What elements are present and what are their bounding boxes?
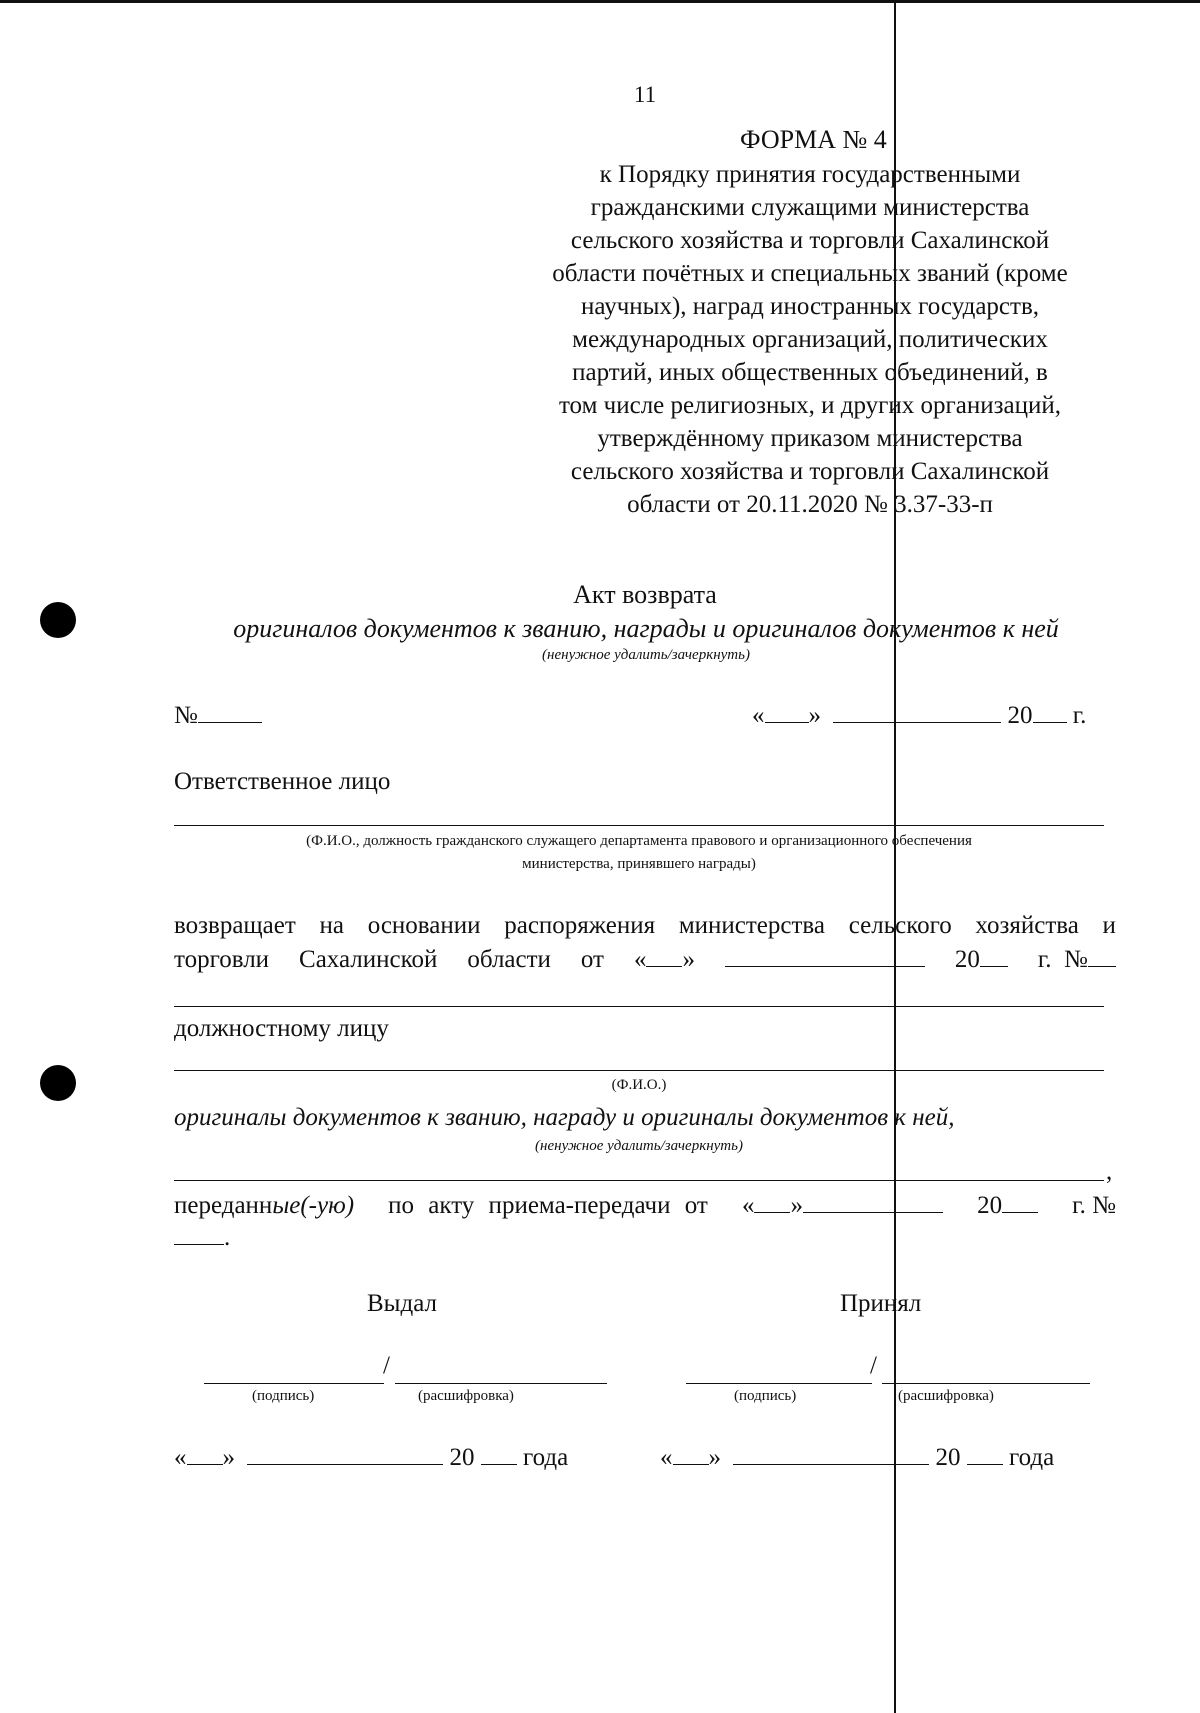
order-year-field[interactable] <box>955 946 1008 974</box>
order-date-field[interactable] <box>634 946 695 974</box>
word: торговли <box>174 946 270 973</box>
order-month-blank[interactable] <box>725 946 925 967</box>
year-blank[interactable] <box>1002 1192 1038 1213</box>
word: распоряжения <box>504 912 656 939</box>
word: и <box>1102 912 1116 939</box>
order-continuation-line[interactable] <box>174 1006 1104 1007</box>
header-line: партий, иных общественных объединений, в <box>572 359 1048 386</box>
transfer-number-blank[interactable] <box>174 1224 224 1245</box>
word: основании <box>367 912 481 939</box>
quote-open: « <box>660 1444 673 1471</box>
quote-close: » <box>682 946 695 973</box>
period: . <box>224 1224 231 1251</box>
word: от <box>580 946 604 973</box>
year-prefix: 20 <box>449 1444 475 1471</box>
issued-label: Выдал <box>367 1290 437 1317</box>
quote-open: « <box>633 946 647 973</box>
received-decode-caption: (расшифровка) <box>898 1388 994 1404</box>
transferred-line-1 <box>174 1192 1116 1220</box>
scan-top-border <box>0 0 1200 3</box>
issued-decode-caption: (расшифровка) <box>418 1388 514 1404</box>
header-line: области почётных и специальных званий (кроме <box>552 260 1068 287</box>
word: хозяйства <box>975 912 1079 939</box>
year-suffix: г. <box>1072 702 1087 729</box>
day-blank[interactable] <box>754 1192 790 1213</box>
header-line: сельского хозяйства и торговли Сахалинской <box>570 227 1050 254</box>
header-line: научных), наград иностранных государств, <box>580 293 1040 320</box>
form-title: ФОРМА № 4 <box>740 125 887 154</box>
word: возвращает <box>174 912 296 939</box>
responsible-label: Ответственное лицо <box>174 768 391 795</box>
transferred-paragraph <box>174 1192 1116 1252</box>
transferred-text: по акту приема-передачи от <box>388 1192 708 1219</box>
returns-paragraph <box>174 912 1116 974</box>
year-word: года <box>523 1444 569 1471</box>
day-blank[interactable] <box>765 702 809 723</box>
quote-open: « <box>741 1192 755 1219</box>
number-sign: № <box>174 702 198 729</box>
header-block <box>520 158 1100 521</box>
issued-sign-caption: (подпись) <box>252 1388 315 1404</box>
act-date-field[interactable] <box>752 702 1086 730</box>
issued-date-field[interactable] <box>174 1444 568 1472</box>
header-line: области от 20.11.2020 № 3.37-33-п <box>627 491 993 518</box>
quote-close: » <box>808 702 821 729</box>
quote-open: « <box>752 702 765 729</box>
responsible-caption-1: (Ф.И.О., должность гражданского служащего департамента правового и организационного обеспечения <box>306 833 972 849</box>
header-line: международных организаций, политических <box>572 326 1048 353</box>
act-number-field[interactable] <box>174 702 262 730</box>
year-blank[interactable] <box>980 946 1008 967</box>
month-blank[interactable] <box>833 702 1001 723</box>
page-number: 11 <box>633 82 657 107</box>
header-line: сельского хозяйства и торговли Сахалинской <box>570 458 1050 485</box>
received-sign-caption: (подпись) <box>734 1388 797 1404</box>
transfer-date-field[interactable] <box>742 1192 943 1220</box>
responsible-caption-2: министерства, принявшего награды) <box>522 856 756 872</box>
year-blank[interactable] <box>1033 702 1067 723</box>
received-label: Принял <box>840 1290 922 1317</box>
year-prefix: 20 <box>1007 702 1033 729</box>
order-number-field[interactable] <box>1038 946 1116 974</box>
year-prefix: 20 <box>935 1444 961 1471</box>
word: на <box>319 912 344 939</box>
year-prefix: 20 <box>977 1192 1003 1219</box>
word: сельского <box>848 912 952 939</box>
received-date-field[interactable] <box>660 1444 1054 1472</box>
word: Сахалинской <box>299 946 438 973</box>
act-hint: (ненужное удалить/зачеркнуть) <box>542 647 750 663</box>
year-prefix: 20 <box>954 946 980 973</box>
returns-line-2 <box>174 946 1116 974</box>
received-signature-line[interactable] <box>686 1383 872 1384</box>
received-slash: / <box>870 1352 877 1379</box>
responsible-name-line[interactable] <box>174 825 1104 826</box>
quote-open: « <box>174 1444 187 1471</box>
word: министерства <box>678 912 825 939</box>
issued-signature-line[interactable] <box>204 1383 384 1384</box>
originals-text: оригиналы документов к званию, награду и оригиналы документов к ней, <box>174 1104 955 1131</box>
official-caption: (Ф.И.О.) <box>611 1077 667 1093</box>
transferred-word <box>174 1192 354 1220</box>
number-blank[interactable] <box>1088 946 1116 967</box>
number-blank[interactable] <box>198 702 262 723</box>
header-line: утверждённому приказом министерства <box>597 425 1023 452</box>
header-line: том числе религиозных, и других организаций, <box>558 392 1062 419</box>
returns-line-1 <box>174 912 1116 940</box>
received-decode-line[interactable] <box>882 1383 1090 1384</box>
quote-close: » <box>708 1444 721 1471</box>
word: области <box>467 946 551 973</box>
month-blank[interactable] <box>733 1444 929 1465</box>
act-subtitle: оригиналов документов к званию, награды и оригиналов документов к ней <box>233 614 1059 643</box>
number-label: г. № <box>1037 946 1088 973</box>
transfer-number-label: г. № <box>1072 1192 1116 1219</box>
quote-close: » <box>790 1192 803 1219</box>
day-blank[interactable] <box>646 946 682 967</box>
year-word: года <box>1009 1444 1055 1471</box>
month-blank[interactable] <box>247 1444 443 1465</box>
originals-comma: , <box>1106 1158 1113 1185</box>
year-blank[interactable] <box>967 1444 1003 1465</box>
issued-decode-line[interactable] <box>395 1383 607 1384</box>
word-normal: переданн <box>174 1192 273 1219</box>
act-title: Акт возврата <box>573 580 717 609</box>
day-blank[interactable] <box>187 1444 223 1465</box>
header-line: гражданскими служащими министерства <box>590 194 1030 221</box>
month-blank[interactable] <box>803 1192 943 1213</box>
transferred-line-2 <box>174 1224 1116 1252</box>
header-line: к Порядку принятия государственными <box>599 161 1021 188</box>
originals-list-line[interactable] <box>174 1180 1104 1181</box>
issued-slash: / <box>383 1352 390 1379</box>
quote-close: » <box>222 1444 235 1471</box>
originals-hint: (ненужное удалить/зачеркнуть) <box>535 1138 743 1154</box>
day-blank[interactable] <box>673 1444 709 1465</box>
year-blank[interactable] <box>481 1444 517 1465</box>
transfer-year-field[interactable] <box>977 1192 1038 1220</box>
official-name-line[interactable] <box>174 1070 1104 1071</box>
punch-hole-bottom <box>40 1065 76 1101</box>
official-label: должностному лицу <box>174 1015 389 1042</box>
word-italic: ые(-ую) <box>272 1192 355 1219</box>
